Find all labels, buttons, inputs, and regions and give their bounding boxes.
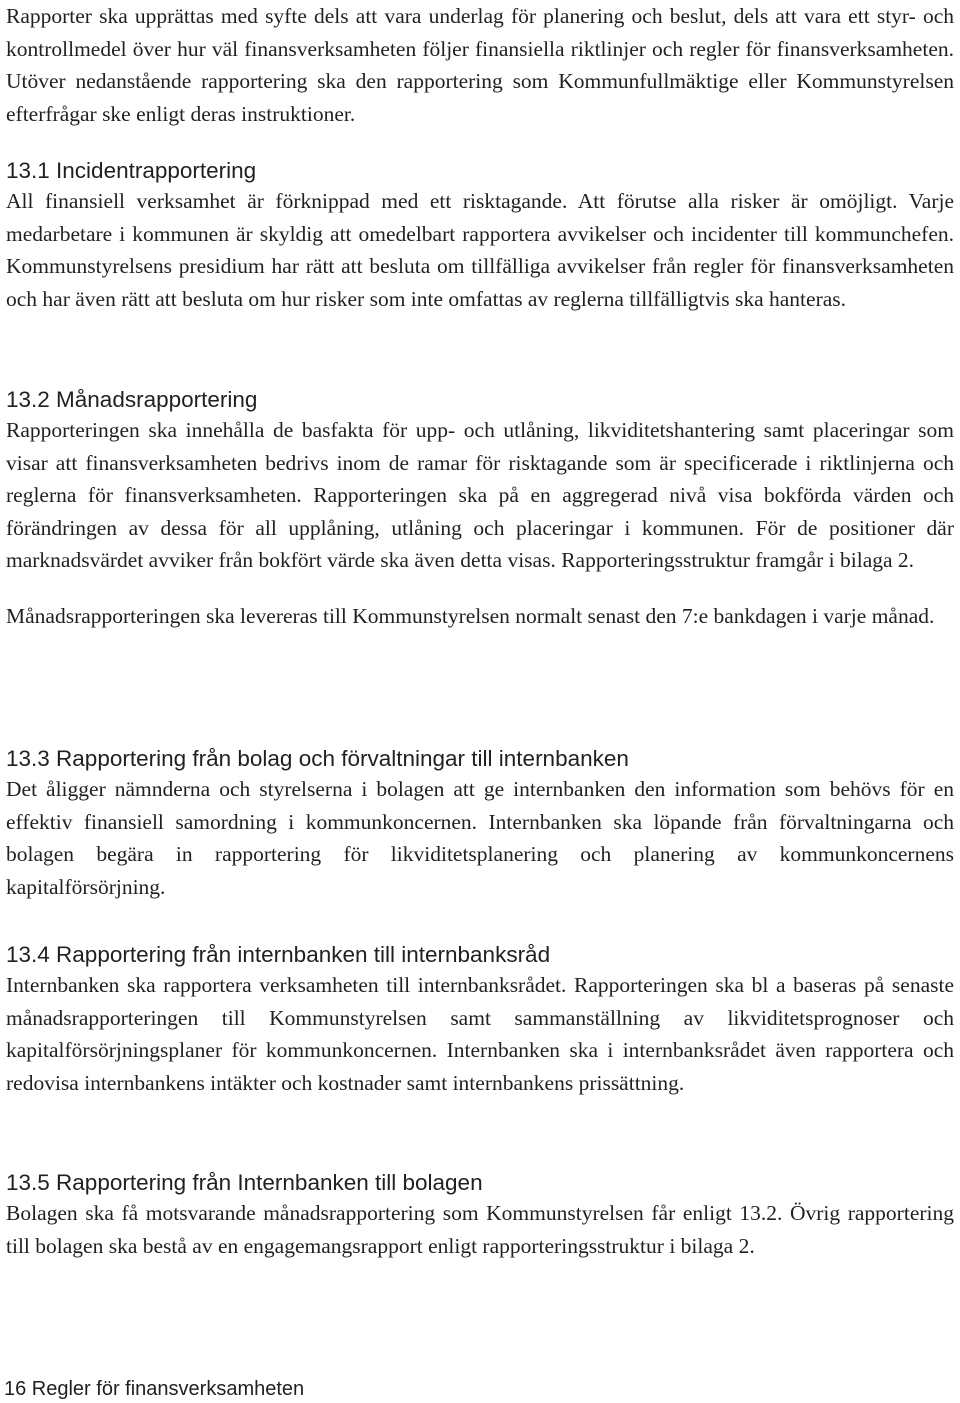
section-heading: 13.5 Rapportering från Internbanken till bolagen xyxy=(6,1170,483,1195)
page-footer: 16 Regler för finansverksamheten xyxy=(4,1378,305,1400)
section-heading: 13.2 Månadsrapportering xyxy=(6,387,258,412)
intro-paragraph: Rapporter ska upprättas med syfte dels att vara underlag för planering och beslut, dels att vara ett styr- och kontrollmedel över hur väl finansverksamheten följer finansiella riktlinjer och regler för finansverksamheten. Utöver nedanstående rapportering ska den rapportering som Kommunfullmäktige eller Kommunstyrelsen efterfrågar ske enligt deras instruktioner. xyxy=(6,4,954,126)
section-13-3 xyxy=(6,745,954,903)
section-paragraph: Rapporteringen ska innehålla de basfakta för upp- och utlåning, likviditetshantering samt placeringar som visar att finansverksamheten bedrivs inom de ramar för risktagande som är specificerade i riktlinjerna och reglerna för finansverksamheten. Rapporteringen ska på en aggregerad nivå visa bokförda värden och förändringen av dessa för all upplåning, utlåning och placeringar i kommunen. För de positioner där marknadsvärdet avviker från bokfört värde ska även detta visas. Rapporteringsstruktur framgår i bilaga 2. xyxy=(6,418,954,573)
intro-block xyxy=(6,0,954,130)
section-paragraph: All finansiell verksamhet är förknippad med ett risktagande. Att förutse alla risker är omöjligt. Varje medarbetare i kommunen är skyldig att omedelbart rapportera avvikelser och incidenter till kommunchefen. Kommunstyrelsens presidium har rätt att besluta om tillfälliga avvikelser från regler för finansverksamheten och har även rätt att besluta om hur risker som inte omfattas av reglerna tillfälligtvis ska hanteras. xyxy=(6,189,954,311)
section-13-4 xyxy=(6,941,954,1099)
section-13-5 xyxy=(6,1169,954,1262)
section-heading: 13.4 Rapportering från internbanken till internbanksråd xyxy=(6,942,551,967)
section-heading: 13.1 Incidentrapportering xyxy=(6,158,257,183)
section-paragraph: Det åligger nämnderna och styrelserna i bolagen att ge internbanken den information som behövs för en effektiv finansiell samordning i kommunkoncernen. Internbanken ska löpande från förvaltningarna och bolagen begära in rapportering för likviditetsplanering och planering av kommunkoncernens kapitalförsörjning. xyxy=(6,777,954,899)
section-13-2 xyxy=(6,386,954,633)
section-paragraph: Bolagen ska få motsvarande månadsrapportering som Kommunstyrelsen får enligt 13.2. Övrig rapportering till bolagen ska bestå av en engagemangsrapport enligt rapporteringsstruktur i bilaga 2. xyxy=(6,1201,954,1258)
section-paragraph: Internbanken ska rapportera verksamheten till internbanksrådet. Rapporteringen ska bl a baseras på senaste månadsrapporteringen till Kommunstyrelsen samt sammanställning av likviditetsprognoser och kapitalförsörjningsplaner för kommunkoncernen. Internbanken ska i internbanksrådet även rapportera och redovisa internbankens intäkter och kostnader samt internbankens prissättning. xyxy=(6,973,954,1095)
section-13-1 xyxy=(6,157,954,315)
section-heading: 13.3 Rapportering från bolag och förvaltningar till internbanken xyxy=(6,746,629,771)
section-paragraph: Månadsrapporteringen ska levereras till Kommunstyrelsen normalt senast den 7:e bankdagen i varje månad. xyxy=(6,603,935,628)
